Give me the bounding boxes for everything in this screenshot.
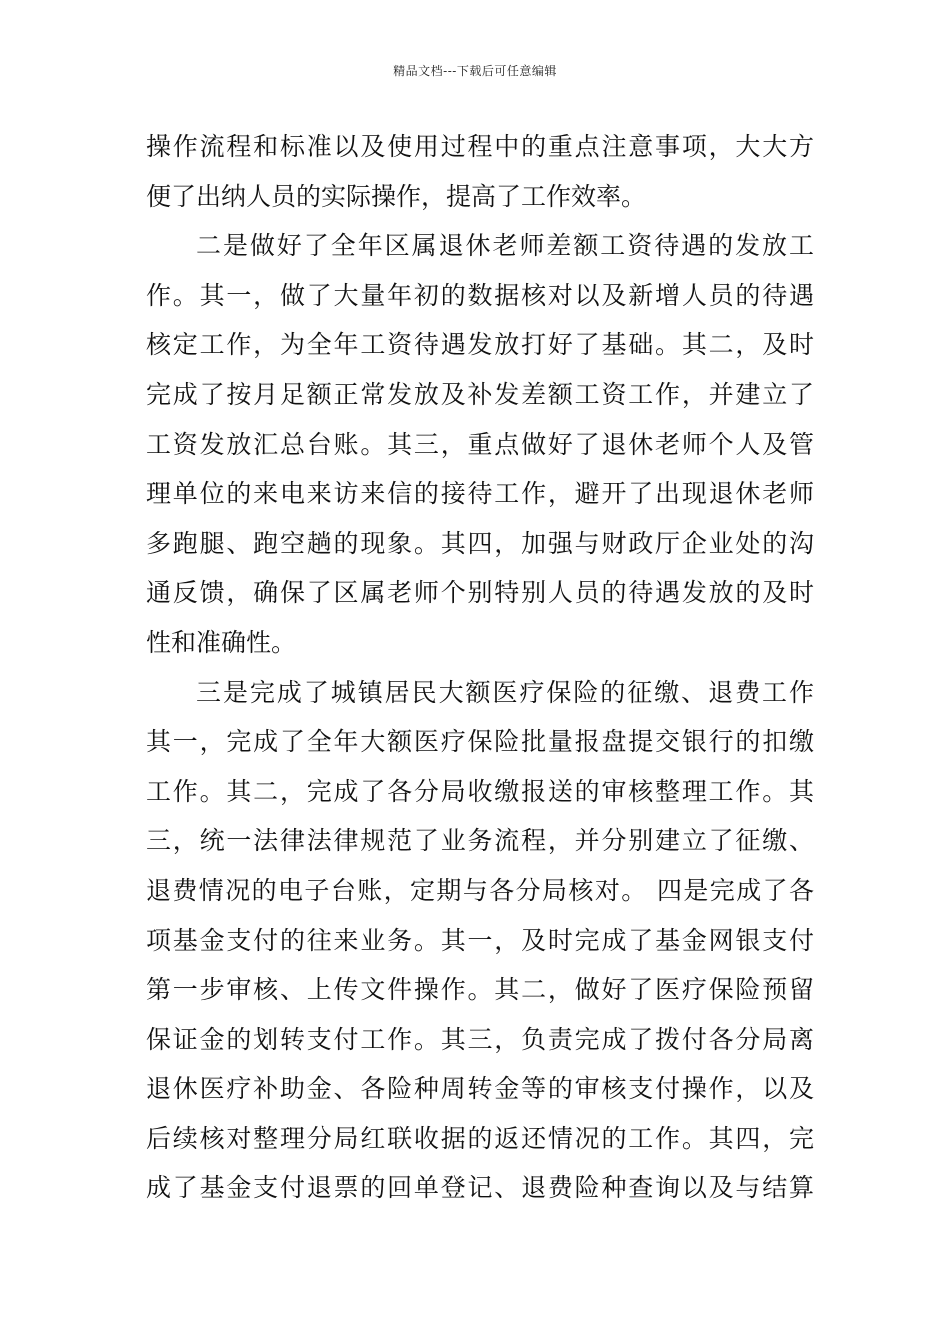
text-line: 通反馈，确保了区属老师个别特别人员的待遇发放的及时 (146, 578, 814, 608)
text-line: 理单位的来电来访来信的接待工作，避开了出现退休老师 (146, 479, 814, 509)
text-line: 工资发放汇总台账。其三，重点做好了退休老师个人及管 (146, 429, 814, 459)
text-line: 完成了按月足额正常发放及补发差额工资工作，并建立了 (146, 379, 814, 409)
text-line: 保证金的划转支付工作。其三，负责完成了拨付各分局离 (146, 1024, 814, 1054)
text-line: 退休医疗补助金、各险种周转金等的审核支付操作，以及 (146, 1074, 814, 1104)
text-line: 三，统一法律法律规范了业务流程，并分别建立了征缴、 (146, 826, 814, 856)
text-line: 第一步审核、上传文件操作。其二，做好了医疗保险预留 (146, 975, 814, 1005)
text-line: 核定工作，为全年工资待遇发放打好了基础。其二，及时 (146, 330, 814, 360)
text-line: 多跑腿、跑空趟的现象。其四，加强与财政厅企业处的沟 (146, 528, 814, 558)
paragraph-start-line: 二是做好了全年区属退休老师差额工资待遇的发放工 (196, 231, 814, 261)
text-line: 成了基金支付退票的回单登记、退费险种查询以及与结算 (146, 1173, 814, 1203)
text-line: 退费情况的电子台账，定期与各分局核对。 四是完成了各 (146, 875, 814, 905)
text-line: 作。其一，做了大量年初的数据核对以及新增人员的待遇 (146, 280, 814, 310)
page-header: 精品文档---下载后可任意编辑 (393, 64, 557, 78)
text-line: 工作。其二，完成了各分局收缴报送的审核整理工作。其 (146, 776, 814, 806)
document-body (146, 122, 814, 1213)
text-line: 项基金支付的往来业务。其一，及时完成了基金网银支付 (146, 925, 814, 955)
paragraph-start-line: 三是完成了城镇居民大额医疗保险的征缴、退费工作 (196, 677, 814, 707)
text-line: 其一，完成了全年大额医疗保险批量报盘提交银行的扣缴 (146, 727, 814, 757)
text-line: 后续核对整理分局红联收据的返还情况的工作。其四，完 (146, 1123, 814, 1153)
text-line: 性和准确性。 (146, 627, 297, 657)
text-line: 便了出纳人员的实际操作，提高了工作效率。 (146, 181, 647, 211)
text-line: 操作流程和标准以及使用过程中的重点注意事项，大大方 (146, 132, 814, 161)
